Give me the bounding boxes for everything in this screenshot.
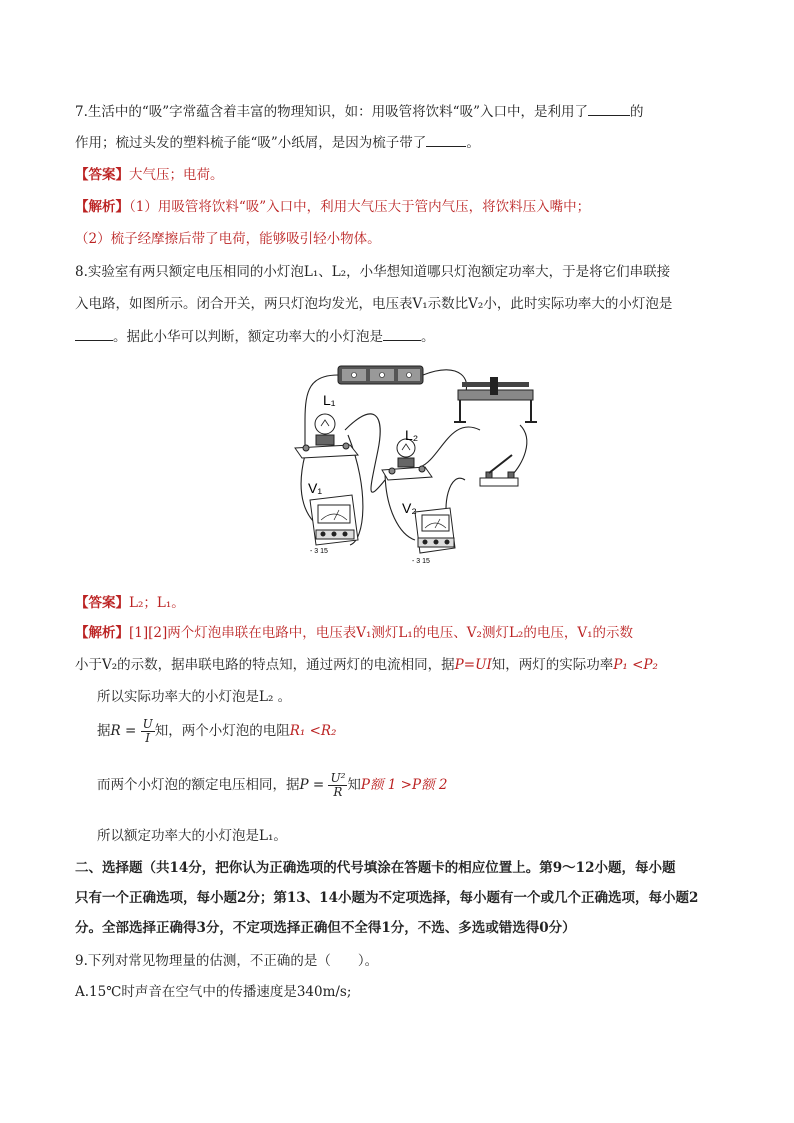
voltmeter-v2-icon xyxy=(415,508,455,553)
q8-analysis-4: 据R = $\frac{U}{I}$ 知，两个小灯泡的电阻R₁ <R₂ xyxy=(97,717,337,745)
rheostat-icon xyxy=(454,377,537,422)
q7-analysis-2: （2）梳子经摩擦后带了电荷，能够吸引轻小物体。 xyxy=(75,231,381,247)
q7-answer: 【答案】大气压；电荷。 xyxy=(75,167,224,183)
q8-line3: 。据此小华可以判断，额定功率大的小灯泡是 。 xyxy=(75,326,734,347)
circuit-figure xyxy=(290,360,550,570)
section2-line2: 只有一个正确选项，每小题2分；第13、14小题为不定项选择，每小题有一个或几个正确选项，每小题2 xyxy=(75,890,699,906)
q8-blank-2[interactable] xyxy=(383,326,421,341)
q8-analysis-5: 而两个小灯泡的额定电压相同，据P = $\frac{\text{U²}}{R}$ 知P额 1 >P额 2 xyxy=(97,771,448,799)
label-v1: V₁ xyxy=(308,480,323,496)
q8-blank-1[interactable] xyxy=(75,326,113,341)
label-l1: L₁ xyxy=(323,392,336,408)
q9-option-a[interactable]: A.15℃时声音在空气中的传播速度是340m/s; xyxy=(75,984,352,1000)
q7-line2: 作用；梳过头发的塑料梳子能“吸”小纸屑，是因为梳子带了 。 xyxy=(75,132,734,153)
fraction-u2-over-r: $\frac{\text{U²}}{R}$ xyxy=(330,771,346,799)
q8-answer: 【答案】L₂；L₁。 xyxy=(75,595,185,611)
bulb-l2-icon xyxy=(382,439,432,480)
q9-stem: 9.下列对常见物理量的估测，不正确的是（ ）。 xyxy=(75,953,379,969)
switch-icon xyxy=(480,455,518,486)
q8-analysis-6: 所以额定功率大的小灯泡是L₁。 xyxy=(97,828,287,844)
label-l2: L₂ xyxy=(405,427,419,443)
q7-analysis-1: 【解析】（1）用吸管将饮料“吸”入口中，利用大气压大于管内气压，将饮料压入嘴中； xyxy=(75,199,591,215)
q8-analysis-3: 所以实际功率大的小灯泡是L₂ 。 xyxy=(97,689,292,705)
q7-line1: 7.生活中的“吸”字常蕴含着丰富的物理知识，如：用吸管将饮料“吸”入口中，是利用了 的 xyxy=(75,101,734,122)
battery-icon xyxy=(338,366,423,384)
scale-v1: - 3 15 xyxy=(310,548,328,555)
section2-line3: 分。全部选择正确得3分，不定项选择正确但不全得1分，不选、多选或错选得0分） xyxy=(75,920,576,936)
q7-blank-2[interactable] xyxy=(426,132,466,147)
q8-line1: 8.实验室有两只额定电压相同的小灯泡L₁、L₂，小华想知道哪只灯泡额定功率大，于是将它们串联接 xyxy=(75,264,671,280)
q8-line2: 入电路，如图所示。闭合开关，两只灯泡均发光，电压表V₁示数比V₂小，此时实际功率大的小灯泡是 xyxy=(75,296,673,312)
fraction-u-over-i: $\frac{U}{I}$ xyxy=(142,717,153,745)
q8-analysis-1: 【解析】[1][2]两个灯泡串联在电路中，电压表V₁测灯L₁的电压、V₂测灯L₂的电压，V₁的示数 xyxy=(75,625,633,641)
voltmeter-v1-icon xyxy=(310,495,358,545)
q8-analysis-2: 小于V₂的示数，据串联电路的特点知，通过两灯的电流相同，据P=UI知，两灯的实际功率P₁ <P₂ xyxy=(75,657,658,673)
label-v2: V₂ xyxy=(402,500,417,516)
q7-blank-1[interactable] xyxy=(588,101,630,116)
scale-v2: - 3 15 xyxy=(412,558,430,565)
section2-line1: 二、选择题（共14分，把你认为正确选项的代号填涂在答题卡的相应位置上。第9～12小题，每小题 xyxy=(75,860,676,876)
